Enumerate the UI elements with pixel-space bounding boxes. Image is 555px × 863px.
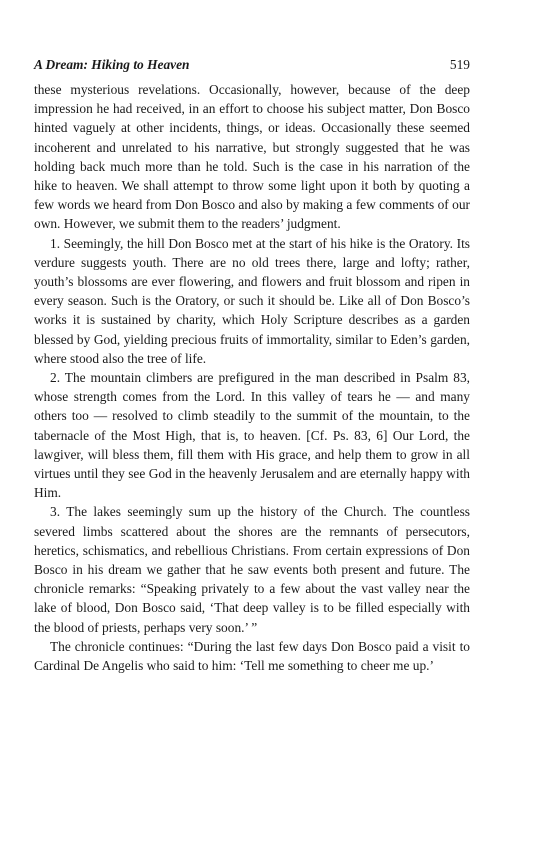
paragraph: 2. The mountain climbers are prefigured in the man described in Psalm 83, whose strength comes from the Lord. In this valley of tears he — and many others too — resolved to climb steadily to the summit of the mountain, to the tabernacle of the Most High, that is, to heaven. [Cf. Ps. 83, 6] Our Lord, the lawgiver, will bless them, fill them with His grace, and help them to grow in all virtues until they see God in the heavenly Jerusalem and are eternally happy with Him. bbox=[34, 370, 470, 501]
paragraph: 3. The lakes seemingly sum up the history of the Church. The countless severed limbs scattered about the shores are the remnants of persecutors, heretics, schismatics, and rebellious Christians. From certain expressions of Don Bosco in his dream we gather that he saw events both present and future. The chronicle remarks: “Speaking privately to a few about the vast valley near the lake of blood, Don Bosco said, ‘That deep valley is to be filled especially with the blood of priests, perhaps very soon.’ ” bbox=[34, 504, 470, 635]
paragraph: these mysterious revelations. Occasionally, however, because of the deep impression he had received, in an effort to choose his subject matter, Don Bosco hinted vaguely at other incidents, things, or ideas. Occasionally these seemed incoherent and unrelated to his narrative, but strongly suggested that he was holding back much more than he told. Such is the case in his narration of the hike to heaven. We shall attempt to throw some light upon it both by quoting a few words we heard from Don Bosco and also by making a few comments of our own. However, we submit them to the readers’ judgment. bbox=[34, 82, 470, 232]
running-head bbox=[34, 56, 470, 80]
paragraph: The chronicle continues: “During the last few days Don Bosco paid a visit to Cardinal De Angelis who said to him: ‘Tell me something to cheer me up.’ bbox=[34, 638, 470, 674]
book-page bbox=[34, 56, 470, 675]
page-number: 519 bbox=[449, 57, 470, 72]
paragraph: 1. Seemingly, the hill Don Bosco met at the start of his hike is the Oratory. Its verdure suggests youth. There are no old trees there, large and lofty; rather, youth’s blossoms are ever flowering, and flowers and fruit blossom and ripen in every season. Such is the Oratory, or such it should be. Like all of Don Bosco’s works it is sustained by charity, which Holy Scripture describes as a garden blessed by God, yielding precious fruits of immortality, similar to Eden’s garden, where stood also the tree of life. bbox=[34, 235, 470, 366]
running-title: A Dream: Hiking to Heaven bbox=[34, 57, 190, 72]
body-text bbox=[34, 80, 470, 675]
